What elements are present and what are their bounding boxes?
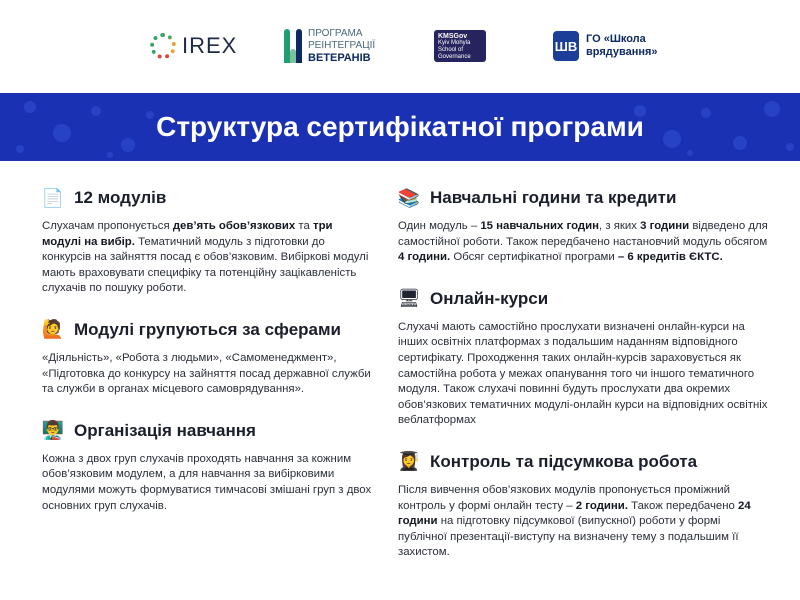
section-text — [398, 483, 768, 561]
document-icon: 📄 — [41, 187, 65, 208]
person-icon: 🙋 — [41, 319, 65, 340]
section-title: Онлайн-курси — [430, 288, 549, 308]
body-text: «Діяльність», «Робота з людьми», «Самоменеджмент», «Підготовка до конкурсу на зайняття посад державної служби та служби в органах місцевого самоврядування». — [42, 351, 371, 396]
body-text: на підготовку підсумкової (випускної) роботи у формі публічної презентації-виступу на визначену тему з подальшим її захистом. — [398, 515, 739, 559]
section-header — [42, 416, 372, 446]
title-banner — [0, 93, 800, 161]
emphasis-text: 2 години. — [575, 499, 628, 512]
section-text — [398, 320, 768, 429]
right-section-2 — [398, 284, 768, 429]
section-title: 12 модулів — [74, 188, 167, 207]
section-text — [42, 219, 372, 297]
books-icon: 📚 — [397, 187, 421, 208]
irex-logo-text: IREX — [182, 33, 238, 58]
section-text — [42, 452, 372, 514]
left-section-1 — [42, 183, 372, 297]
emphasis-text: 24 години — [398, 499, 751, 528]
left-section-2 — [42, 315, 372, 398]
body-text: Обсяг сертифікатної програми — [450, 251, 618, 264]
section-title: Навчальні години та кредити — [430, 188, 677, 207]
veterans-program-logo — [284, 26, 375, 66]
emphasis-text: дев’ять обов’язкових — [172, 220, 296, 232]
left-column — [42, 183, 372, 532]
body-text: Також передбачено — [627, 499, 739, 512]
kmsgov-logo — [434, 26, 486, 66]
section-text — [42, 351, 372, 398]
emphasis-text: – 6 кредитів ЄКТС. — [617, 251, 723, 264]
teacher-icon: 👨‍🏫 — [41, 420, 65, 441]
computer-icon: 🖥 — [397, 288, 421, 309]
section-title: Організація навчання — [74, 420, 256, 440]
section-title: Контроль та підсумкова робота — [430, 451, 698, 471]
emphasis-text: три модулі на вибір. — [42, 220, 333, 248]
section-text — [398, 219, 768, 266]
irex-mark-icon — [150, 33, 176, 59]
body-text: та — [295, 220, 313, 232]
page-title: Структура сертифікатної програми — [156, 111, 644, 142]
body-text: відведено для самостійної роботи. Також передбачено настановчий модуль обсягом — [398, 220, 768, 248]
section-header — [398, 447, 768, 477]
body-text: , з яких — [599, 220, 641, 232]
section-header — [398, 183, 768, 213]
body-text: Слухачам пропонується — [42, 220, 173, 232]
section-header — [398, 284, 768, 314]
shkola-logo — [553, 26, 658, 66]
emphasis-text: 15 навчальних годин — [480, 220, 600, 232]
body-text: Після вивчення обов’язкових модулів пропонується проміжний контроль у формі онлайн тесту – — [398, 483, 730, 512]
body-text: Кожна з двох груп слухачів проходять навчання за кожним обов’язковим модулем, а для навчання за вибірковими модулями можуть формуватися тимчасові змішані груп з двох основних груп слухачів. — [42, 452, 372, 512]
student-icon: 👩‍🎓 — [397, 451, 421, 472]
shkola-logo-text: ГО «Школа врядування» — [586, 33, 658, 58]
right-column — [398, 183, 768, 579]
section-title: Модулі групуються за сферами — [74, 319, 342, 339]
section-header — [42, 315, 372, 345]
kmsgov-mark: KMSGov Kyiv Mohyla School of Governance — [434, 30, 486, 62]
right-section-3 — [398, 447, 768, 561]
body-text: Тематичний модуль з підготовки до конкурсів на зайняття посад є обов’язковим. Вибіркові модулі мають враховувати специфіку та потенційну зацікавленість слухачів по пошуку роботи. — [42, 235, 369, 295]
body-text: Слухачі мають самостійно прослухати визначені онлайн-курси на інших освітніх платформах з подальшим наданням відповідного сертифікату. Проходження таких онлайн-курсів зараховується як самостійна робота у межах опанування того чи іншого тематичного модуля. Також слухачі повинні будуть прослухати два окремих обов’язкових тематичних модулі-онлайн курси на відповідних освітніх веблатформах — [398, 320, 768, 427]
irex-logo — [150, 26, 237, 66]
right-section-1 — [398, 183, 768, 266]
program-mark-icon — [284, 29, 302, 63]
section-header — [42, 183, 372, 213]
shkola-mark-icon: ШВ — [553, 31, 579, 61]
program-logo-text: ПРОГРАМА РЕІНТЕГРАЦІЇ ВЕТЕРАНІВ — [308, 28, 376, 64]
emphasis-text: 4 години. — [398, 251, 451, 264]
body-text: Один модуль – — [398, 220, 481, 232]
emphasis-text: 3 години — [640, 220, 690, 232]
logo-bar — [0, 0, 800, 92]
left-section-3 — [42, 416, 372, 514]
